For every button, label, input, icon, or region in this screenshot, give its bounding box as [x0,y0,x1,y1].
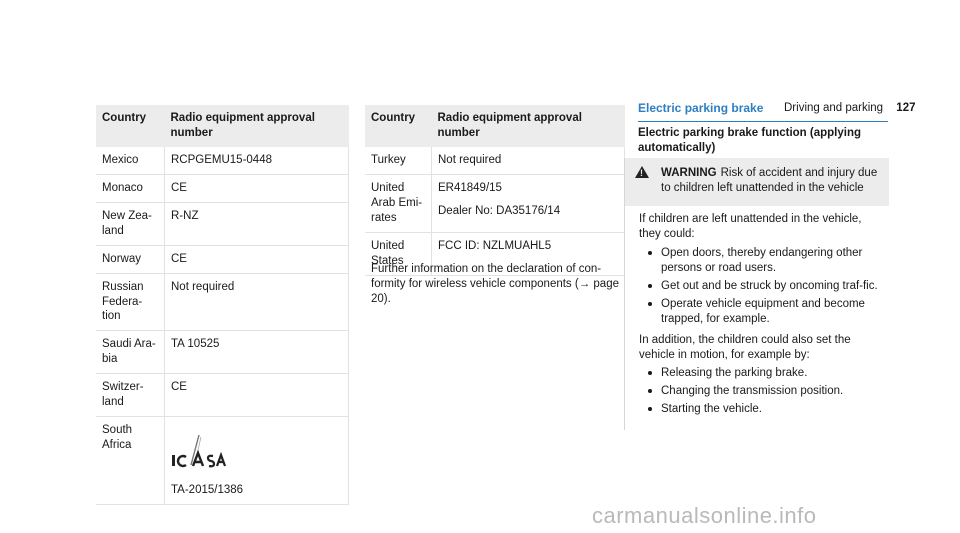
approval-cell [165,202,349,245]
approval-number: ER41849/15 [438,181,502,194]
table-row [96,417,349,505]
country-cell: United Arab Emi-rates [365,174,432,232]
approval-number: TA-2015/1386 [171,484,244,497]
table-row [365,174,625,232]
approval-cell [165,374,349,417]
list-item: Open doors, thereby endangering other persons or road users. [661,246,883,276]
country-cell: Russian Federa-tion [96,273,165,331]
approval-number: TA 10525 [171,338,220,351]
table-row [96,331,349,374]
list-item: Starting the vehicle. [661,402,883,417]
approval-cell [432,147,625,174]
country-cell: United States [365,232,432,275]
country-cell: Norway [96,245,165,273]
page-number: 127 [896,102,916,114]
header-section: Driving and parking [784,102,884,114]
warning-paragraph-2: In addition, the children could also set the vehicle in motion, for example by: [639,333,851,361]
table-row [96,202,349,245]
watermark: carmanualsonline.info [592,503,817,528]
list-item: Get out and be struck by oncoming traf-fic. [661,279,883,294]
list-item: Operate vehicle equipment and become trapped, for example. [661,297,883,327]
section-title: Electric parking brake [638,101,888,122]
warning-heading: Risk of accident and injury due to children left unattended in the vehicle [661,167,878,194]
table-row [96,273,349,331]
table2-header-approval: Radio equipment approval number [432,105,625,147]
warning-body [625,206,889,417]
country-cell: Saudi Ara-bia [96,331,165,374]
country-cell: South Africa [96,417,165,505]
country-cell: Switzer-land [96,374,165,417]
table-row [365,147,625,174]
list-item: Changing the transmission position. [661,384,883,399]
warning-list-1 [639,246,883,327]
warning-label: WARNING [661,167,717,179]
approval-cell [432,174,625,232]
approval-number: CE [171,252,187,265]
warning-box [624,158,889,430]
country-cell: Turkey [365,147,432,174]
approval-number: CE [171,181,187,194]
table1-header-country: Country [96,105,165,147]
table-row [96,174,349,202]
table-row [96,245,349,273]
approval-table-2 [365,105,625,276]
warning-triangle-icon [635,166,649,178]
table-row [96,374,349,417]
approval-cell [165,245,349,273]
approval-cell [165,331,349,374]
approval-cell [165,174,349,202]
table1-header-approval: Radio equipment approval number [165,105,349,147]
country-cell: Mexico [96,147,165,174]
approval-cell [165,417,349,505]
country-cell: Monaco [96,174,165,202]
declaration-note: Further information on the declaration of con-formity for wireless vehicle components (→ page 20). [371,263,619,305]
approval-number: R-NZ [171,209,199,222]
approval-cell [165,147,349,174]
country-cell: New Zea-land [96,202,165,245]
list-item: Releasing the parking brake. [661,366,883,381]
icasa-logo-icon [171,431,227,473]
approval-number: Not required [438,153,502,166]
approval-table-1 [96,105,349,505]
approval-number: Dealer No: DA35176/14 [438,204,561,217]
sub-title: Electric parking brake function (applying automatically) [638,127,862,154]
approval-number: RCPGEMU15-0448 [171,153,272,166]
warning-list-2 [639,366,883,417]
approval-number: CE [171,381,187,394]
table-row [96,147,349,174]
approval-cell [165,273,349,331]
approval-number: Not required [171,280,235,293]
warning-paragraph-1: If children are left unattended in the vehicle, they could: [639,213,862,240]
warning-header [625,158,889,206]
table2-header-country: Country [365,105,432,147]
approval-number: FCC ID: NZLMUAHL5 [438,239,552,252]
